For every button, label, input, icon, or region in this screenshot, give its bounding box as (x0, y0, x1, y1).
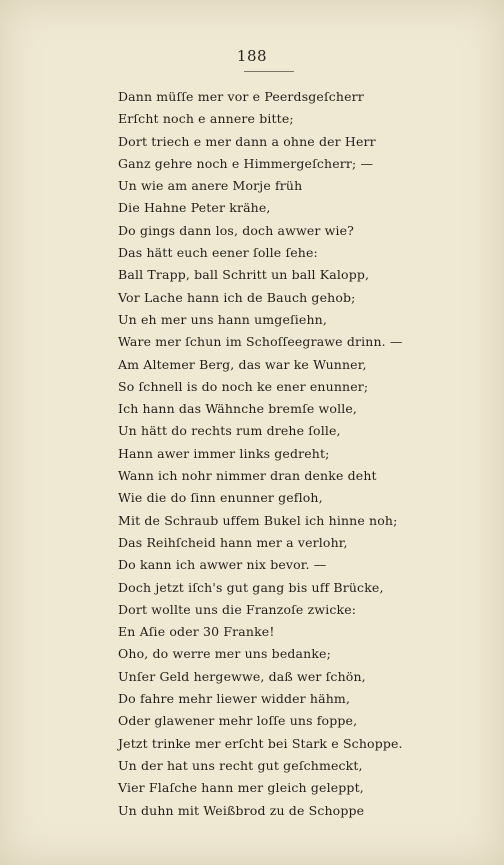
poem-line: Do gings dann los, doch awwer wie? (118, 222, 355, 238)
poem-line: Mit de Schraub uffem Bukel ich hinne noh; (118, 512, 398, 528)
poem-line: So ſchnell is do noch ke ener enunner; (118, 378, 369, 394)
poem-line: Das Reihſcheid hann mer a verlohr, (118, 534, 348, 550)
poem-line: Un hätt do rechts rum drehe ſolle, (118, 423, 341, 439)
poem-line: Do kann ich awwer nix bevor. — (118, 557, 327, 573)
page-number-rule (244, 71, 294, 72)
poem-line: Oder glawener mehr loſſe uns foppe, (118, 713, 358, 729)
poem-line: Un duhn mit Weißbrod zu de Schoppe (118, 802, 365, 818)
poem-line: Un eh mer uns hann umgeſiehn, (118, 311, 327, 327)
poem-line: Do fahre mehr liewer widder hähm, (118, 691, 351, 707)
poem-line: Ich hann das Wähnche bremſe wolle, (118, 401, 358, 417)
poem-line: Un der hat uns recht gut geſchmeckt, (118, 757, 363, 773)
poem-line: Jetzt trinke mer erſcht bei Stark e Schoppe. (118, 735, 403, 751)
poem-line: Ball Trapp, ball Schritt un ball Kalopp, (118, 267, 370, 283)
poem-line: Un wie am anere Morje früh (118, 178, 303, 194)
poem-line: Dort wollte uns die Franzoſe zwicke: (118, 601, 357, 617)
poem-line: Ware mer ſchun im Schoſſeegrawe drinn. — (118, 334, 403, 350)
poem-line: Dann müſſe mer vor e Peerdsgeſcherr (118, 89, 364, 104)
poem-line: Vier Flaſche hann mer gleich geleppt, (118, 780, 364, 796)
poem-line: En Aſie oder 30 Franke! (118, 624, 275, 640)
poem-line: Wie die do ſinn enunner gefloh, (118, 490, 323, 506)
poem-line: Dort triech e mer dann a ohne der Herr (118, 133, 376, 149)
poem-line: Am Altemer Berg, das war ke Wunner, (118, 356, 367, 372)
poem-line: Vor Lache hann ich de Bauch gehob; (118, 289, 356, 305)
page-number: 188 (236, 47, 268, 65)
poem-line: Wann ich nohr nimmer dran denke deht (118, 468, 377, 484)
poem-line: Oho, do werre mer uns bedanke; (118, 646, 331, 662)
poem-line: Hann awer immer links gedreht; (118, 445, 330, 461)
poem-line: Die Hahne Peter krähe, (118, 200, 271, 216)
poem-line: Das hätt euch eener ſolle ſehe: (118, 245, 318, 261)
poem-text (118, 86, 448, 822)
poem-line: Doch jetzt iſch's gut gang bis uff Brücke, (118, 579, 384, 595)
poem-line: Erſcht noch e annere bitte; (118, 111, 294, 127)
poem-line: Unſer Geld hergewwe, daß wer ſchön, (118, 668, 366, 684)
poem-line: Ganz gehre noch e Himmergeſcherr; — (118, 155, 374, 171)
